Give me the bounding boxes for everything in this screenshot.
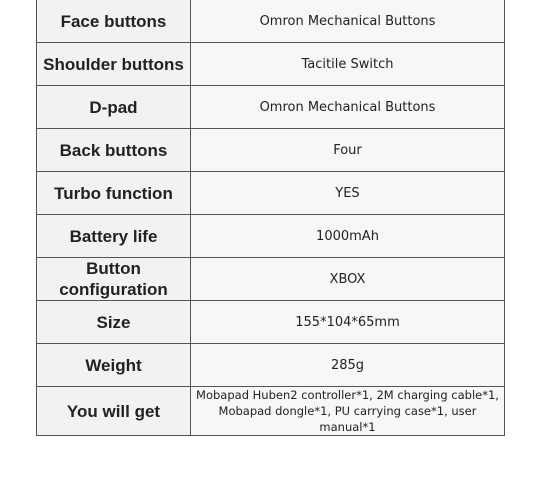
package-contents-line-1: Mobapad Huben2 controller*1, 2M charging cable*1, xyxy=(196,388,499,402)
spec-label-d-pad: D-pad xyxy=(37,86,191,129)
spec-label-turbo-function: Turbo function xyxy=(37,172,191,215)
spec-value-you-will-get xyxy=(191,387,505,436)
spec-label-shoulder-buttons: Shoulder buttons xyxy=(37,43,191,86)
spec-table xyxy=(36,0,505,436)
spec-value-weight: 285g xyxy=(191,344,505,387)
table-row xyxy=(37,258,505,301)
spec-label-face-buttons: Face buttons xyxy=(37,0,191,43)
spec-label-size: Size xyxy=(37,301,191,344)
table-row xyxy=(37,129,505,172)
spec-value-shoulder-buttons: Tacitile Switch xyxy=(191,43,505,86)
spec-label-battery-life: Battery life xyxy=(37,215,191,258)
spec-value-turbo-function: YES xyxy=(191,172,505,215)
spec-value-button-configuration: XBOX xyxy=(191,258,505,301)
table-row xyxy=(37,387,505,436)
spec-label-back-buttons: Back buttons xyxy=(37,129,191,172)
table-row xyxy=(37,344,505,387)
package-contents-line-2: Mobapad dongle*1, PU carrying case*1, user manual*1 xyxy=(218,404,477,434)
spec-label-button-configuration: Button configuration xyxy=(37,258,191,301)
table-row xyxy=(37,43,505,86)
table-row xyxy=(37,0,505,43)
spec-label-you-will-get: You will get xyxy=(37,387,191,436)
table-row xyxy=(37,172,505,215)
table-row xyxy=(37,301,505,344)
spec-value-d-pad: Omron Mechanical Buttons xyxy=(191,86,505,129)
table-row xyxy=(37,86,505,129)
spec-value-battery-life: 1000mAh xyxy=(191,215,505,258)
spec-value-size: 155*104*65mm xyxy=(191,301,505,344)
spec-value-face-buttons: Omron Mechanical Buttons xyxy=(191,0,505,43)
spec-value-back-buttons: Four xyxy=(191,129,505,172)
spec-label-weight: Weight xyxy=(37,344,191,387)
table-row xyxy=(37,215,505,258)
